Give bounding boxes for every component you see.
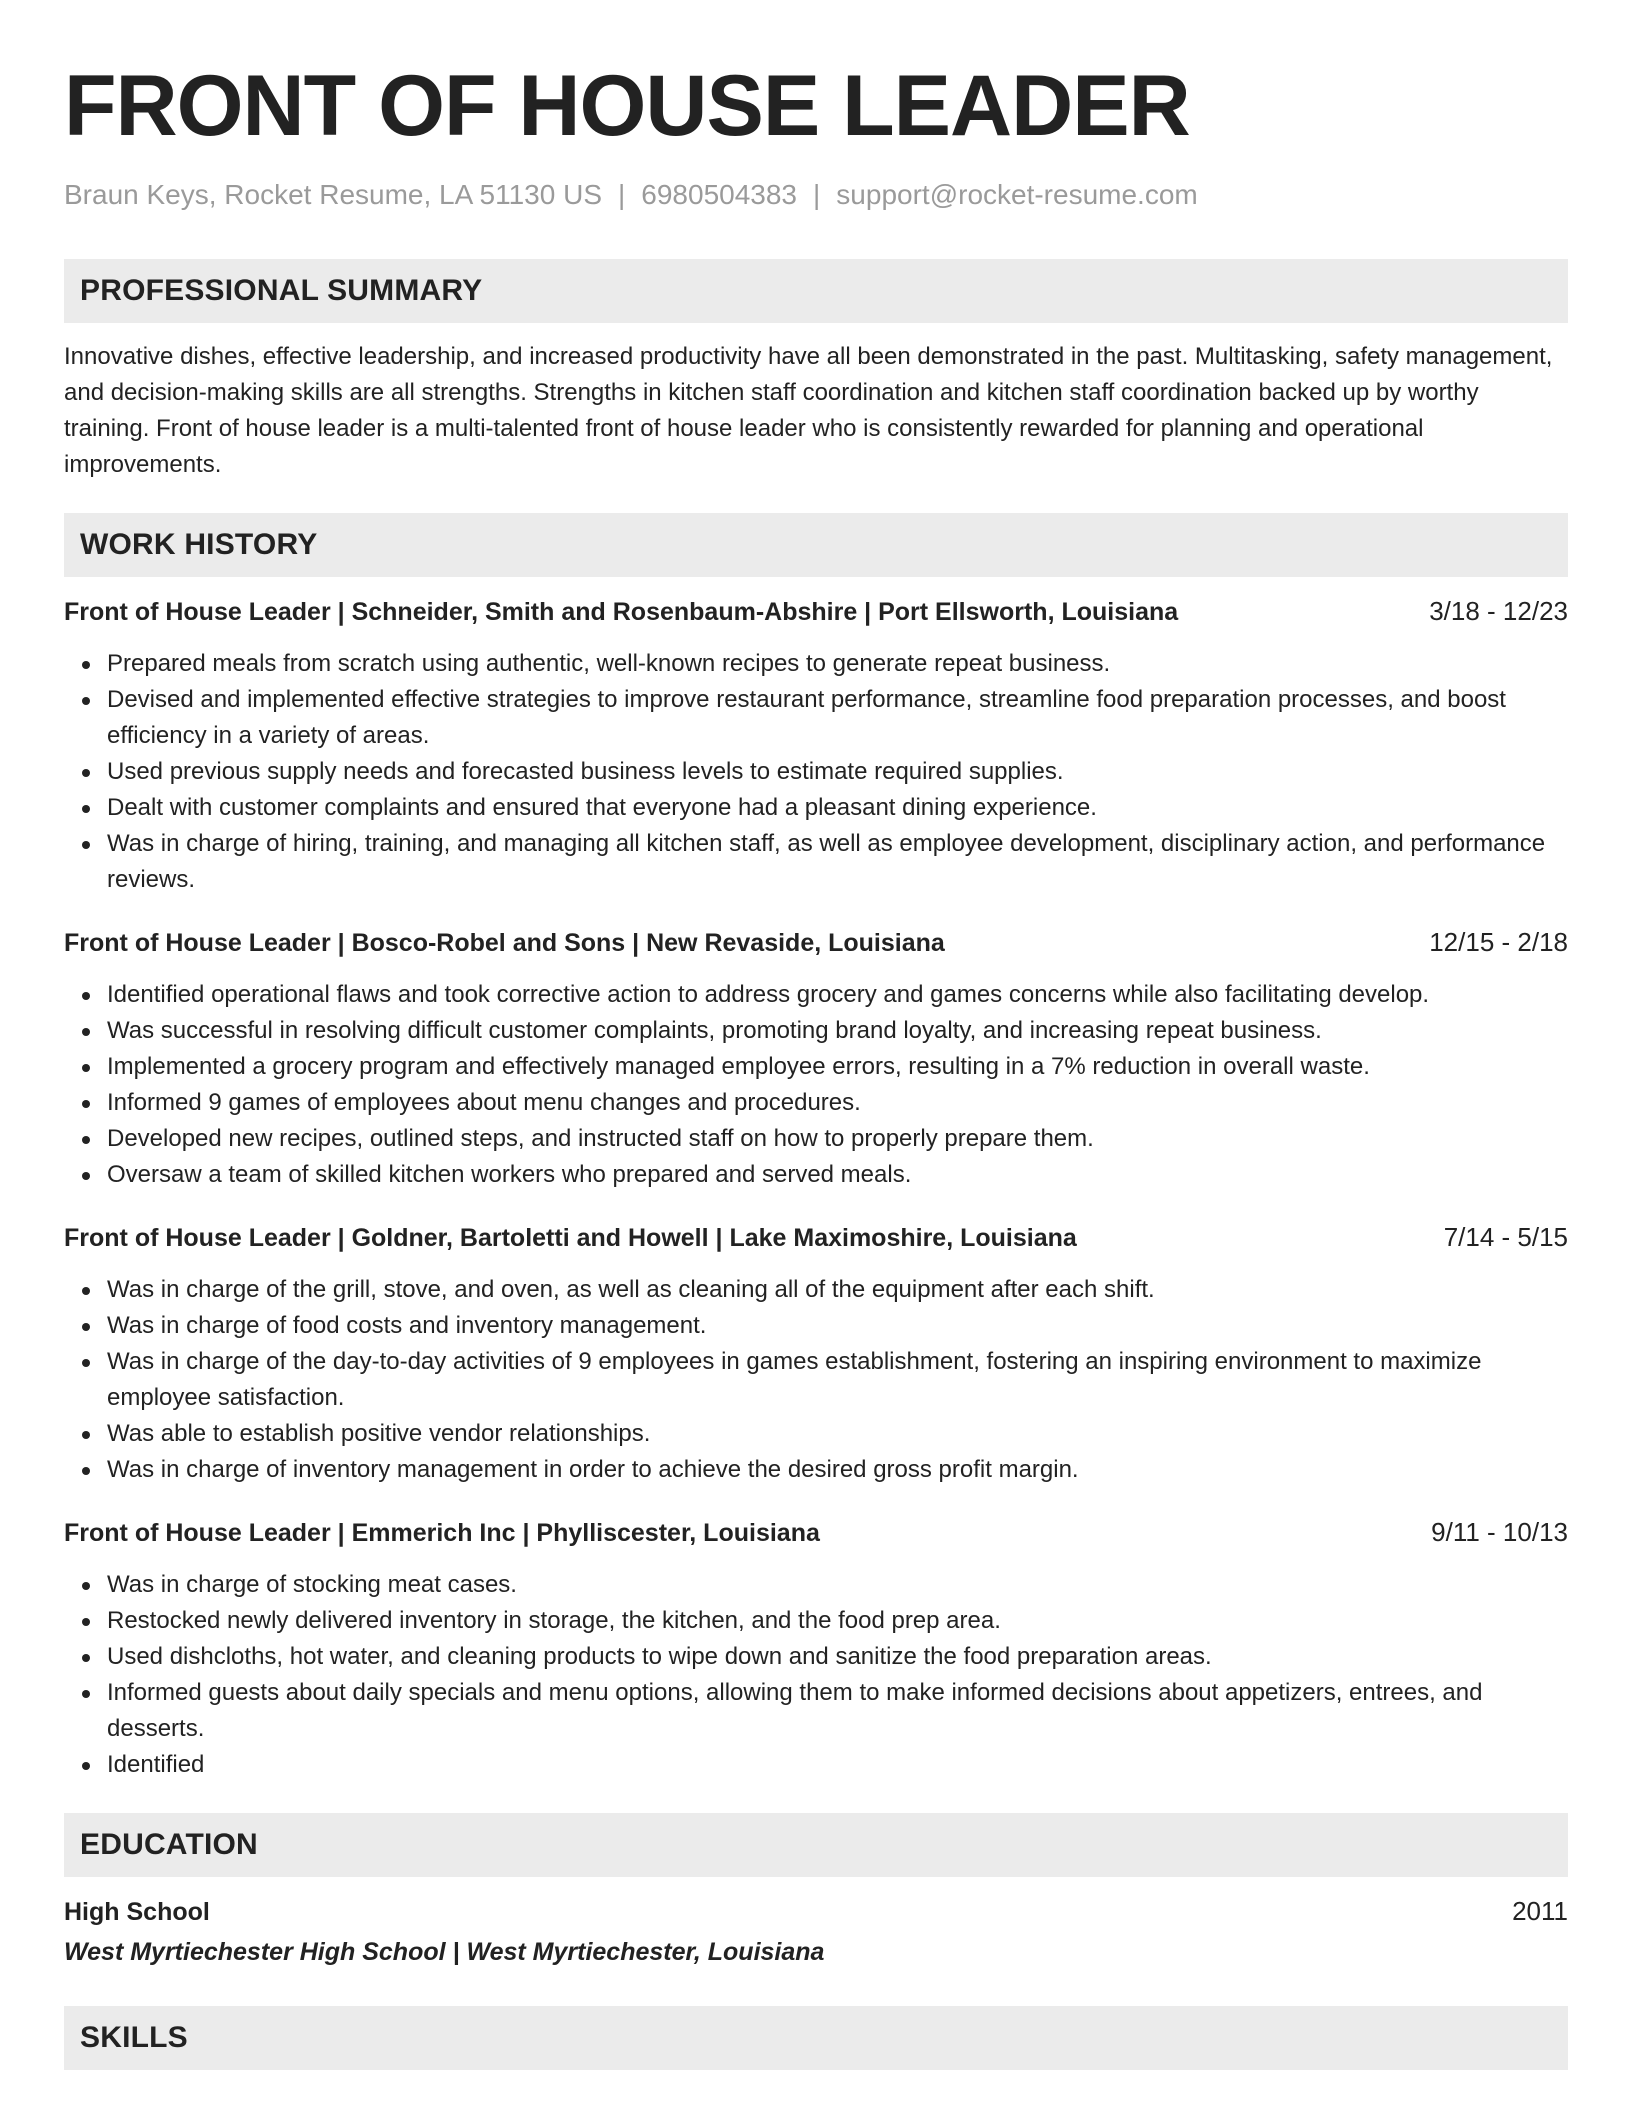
education-degree: High School — [64, 1898, 210, 1926]
job-entry — [64, 924, 1568, 1193]
bullet-item: Was in charge of the grill, stove, and oven, as well as cleaning all of the equipment after each shift. — [107, 1272, 1568, 1308]
job-bullets — [64, 646, 1568, 898]
job-title: Front of House Leader | Schneider, Smith and Rosenbaum-Abshire | Port Ellsworth, Louisiana — [64, 598, 1179, 626]
bullet-item: Was in charge of food costs and inventory management. — [107, 1308, 1568, 1344]
section-header-education — [64, 1813, 1568, 1877]
job-bullets — [64, 1567, 1568, 1783]
bullet-item: Was in charge of inventory management in order to achieve the desired gross profit margin. — [107, 1452, 1568, 1488]
job-title: Front of House Leader | Bosco-Robel and Sons | New Revaside, Louisiana — [64, 929, 945, 957]
bullet-item: Prepared meals from scratch using authentic, well-known recipes to generate repeat business. — [107, 646, 1568, 682]
contact-line — [64, 178, 1568, 212]
bullet-item: Informed 9 games of employees about menu changes and procedures. — [107, 1085, 1568, 1121]
job-dates: 7/14 - 5/15 — [1443, 1222, 1568, 1252]
job-title: Front of House Leader | Emmerich Inc | Phylliscester, Louisiana — [64, 1519, 820, 1547]
job-bullets — [64, 977, 1568, 1193]
resume-title: FRONT OF HOUSE LEADER — [64, 58, 1190, 154]
bullet-item: Dealt with customer complaints and ensured that everyone had a pleasant dining experience. — [107, 790, 1568, 826]
job-title: Front of House Leader | Goldner, Bartoletti and Howell | Lake Maximoshire, Louisiana — [64, 1224, 1077, 1252]
section-heading: EDUCATION — [80, 1828, 258, 1861]
job-entry — [64, 1219, 1568, 1488]
education-header — [64, 1893, 1568, 1930]
education-entry — [64, 1893, 1568, 1970]
contact-email: support@rocket-resume.com — [836, 179, 1198, 210]
job-entry — [64, 593, 1568, 898]
section-heading: PROFESSIONAL SUMMARY — [80, 274, 483, 307]
contact-phone: 6980504383 — [641, 179, 798, 210]
bullet-item: Devised and implemented effective strategies to improve restaurant performance, streamline food preparation processes, and boost efficiency in a variety of areas. — [107, 682, 1568, 754]
bullet-item: Used dishcloths, hot water, and cleaning products to wipe down and sanitize the food preparation areas. — [107, 1639, 1568, 1675]
education-school: West Myrtiechester High School | West Myrtiechester, Louisiana — [64, 1938, 825, 1966]
bullet-item: Identified operational flaws and took corrective action to address grocery and games concerns while also facilitating develop. — [107, 977, 1568, 1013]
bullet-item: Implemented a grocery program and effectively managed employee errors, resulting in a 7% reduction in overall waste. — [107, 1049, 1568, 1085]
contact-separator: | — [813, 179, 821, 210]
contact-address: Braun Keys, Rocket Resume, LA 51130 US — [64, 179, 602, 210]
bullet-item: Identified — [107, 1747, 1568, 1783]
job-dates: 12/15 - 2/18 — [1429, 927, 1568, 957]
section-heading: WORK HISTORY — [80, 528, 318, 561]
job-header — [64, 1219, 1568, 1256]
section-heading: SKILLS — [80, 2021, 188, 2054]
contact-separator: | — [618, 179, 626, 210]
section-header-skills — [64, 2006, 1568, 2070]
section-header-summary — [64, 259, 1568, 323]
job-bullets — [64, 1272, 1568, 1488]
bullet-item: Was in charge of hiring, training, and managing all kitchen staff, as well as employee development, disciplinary action, and performance reviews. — [107, 826, 1568, 898]
job-dates: 9/11 - 10/13 — [1431, 1517, 1568, 1547]
job-entry — [64, 1514, 1568, 1783]
bullet-item: Was in charge of stocking meat cases. — [107, 1567, 1568, 1603]
job-header — [64, 593, 1568, 630]
bullet-item: Was successful in resolving difficult customer complaints, promoting brand loyalty, and increasing repeat business. — [107, 1013, 1568, 1049]
bullet-item: Restocked newly delivered inventory in storage, the kitchen, and the food prep area. — [107, 1603, 1568, 1639]
bullet-item: Informed guests about daily specials and menu options, allowing them to make informed decisions about appetizers, entrees, and desserts. — [107, 1675, 1568, 1747]
bullet-item: Oversaw a team of skilled kitchen workers who prepared and served meals. — [107, 1157, 1568, 1193]
job-header — [64, 924, 1568, 961]
bullet-item: Used previous supply needs and forecasted business levels to estimate required supplies. — [107, 754, 1568, 790]
job-header — [64, 1514, 1568, 1551]
section-header-work-history — [64, 513, 1568, 577]
education-year: 2011 — [1512, 1896, 1568, 1926]
summary-text: Innovative dishes, effective leadership, and increased productivity have all been demonstrated in the past. Multitasking, safety management, and decision-making skills are all strengths. Strengths in kitchen staff coordination and kitchen staff coordination backed up by worthy training. Front of house leader is a multi-talented front of house leader who is consistently rewarded for planning and operational improvements. — [64, 343, 1553, 478]
bullet-item: Was in charge of the day-to-day activities of 9 employees in games establishment, fostering an inspiring environment to maximize employee satisfaction. — [107, 1344, 1568, 1416]
job-dates: 3/18 - 12/23 — [1429, 596, 1568, 626]
bullet-item: Was able to establish positive vendor relationships. — [107, 1416, 1568, 1452]
bullet-item: Developed new recipes, outlined steps, and instructed staff on how to properly prepare them. — [107, 1121, 1568, 1157]
